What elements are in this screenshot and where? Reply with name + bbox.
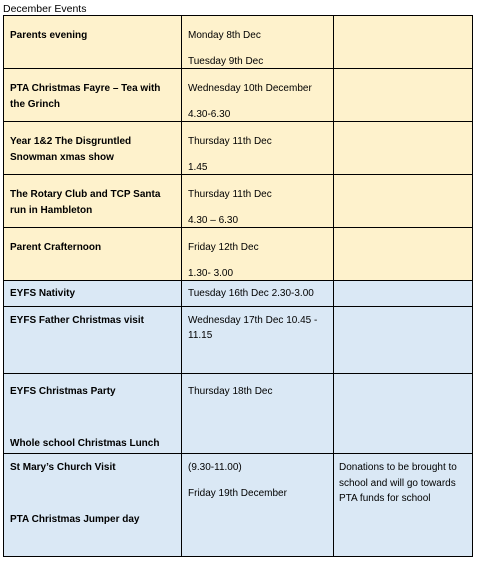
table-row	[4, 228, 473, 281]
event-date: Wednesday 17th Dec 10.45 - 11.15	[188, 315, 318, 341]
event-date: Thursday 11th Dec	[188, 189, 272, 200]
date-cell	[182, 228, 334, 281]
event-cell	[4, 228, 182, 281]
notes-cell	[334, 16, 473, 69]
event-date: Friday 19th December	[188, 488, 287, 499]
event-name: EYFS Nativity	[10, 288, 76, 299]
event-name-secondary: PTA Christmas Jumper day	[10, 514, 140, 525]
table-row	[4, 69, 473, 122]
event-name: PTA Christmas Fayre – Tea with the Grinch	[10, 83, 161, 110]
event-name: Parent Crafternoon	[10, 242, 102, 253]
notes-cell	[334, 69, 473, 122]
event-name: EYFS Father Christmas visit	[10, 315, 144, 326]
notes-cell	[334, 122, 473, 175]
date-cell	[182, 122, 334, 175]
event-cell	[4, 175, 182, 228]
event-date: Friday 12th Dec	[188, 242, 259, 253]
date-cell	[182, 374, 334, 454]
event-time: 4.30 – 6.30	[188, 215, 239, 226]
event-notes: Donations to be brought to school and will go towards PTA funds for school	[339, 462, 457, 504]
event-time: (9.30-11.00)	[188, 462, 242, 473]
table-row	[4, 307, 473, 374]
notes-cell	[334, 281, 473, 307]
event-time: 4.30-6.30	[188, 109, 231, 120]
event-cell	[4, 454, 182, 557]
table-row	[4, 175, 473, 228]
event-cell	[4, 374, 182, 454]
event-name: EYFS Christmas Party	[10, 386, 116, 397]
event-time: 1.45	[188, 162, 208, 173]
table-row	[4, 281, 473, 307]
notes-cell	[334, 454, 473, 557]
event-name: Year 1&2 The Disgruntled Snowman xmas show	[10, 136, 132, 163]
event-name-secondary: Whole school Christmas Lunch	[10, 438, 160, 449]
page-title: December Events	[3, 3, 87, 15]
event-name: Parents evening	[10, 30, 88, 41]
date-cell	[182, 69, 334, 122]
events-table	[3, 15, 473, 557]
notes-cell	[334, 228, 473, 281]
table-row	[4, 122, 473, 175]
event-cell	[4, 122, 182, 175]
event-cell	[4, 281, 182, 307]
date-cell	[182, 175, 334, 228]
notes-cell	[334, 374, 473, 454]
event-time: 1.30- 3.00	[188, 268, 234, 279]
event-date: Monday 8th Dec	[188, 30, 261, 41]
event-cell	[4, 307, 182, 374]
date-cell	[182, 454, 334, 557]
notes-cell	[334, 175, 473, 228]
event-cell	[4, 16, 182, 69]
event-date: Thursday 18th Dec	[188, 386, 273, 397]
event-cell	[4, 69, 182, 122]
date-cell	[182, 281, 334, 307]
table-row	[4, 374, 473, 454]
date-cell	[182, 16, 334, 69]
event-date: Thursday 11th Dec	[188, 136, 272, 147]
event-date: Tuesday 16th Dec 2.30-3.00	[188, 288, 314, 299]
event-name: The Rotary Club and TCP Santa run in Hambleton	[10, 189, 161, 216]
notes-cell	[334, 307, 473, 374]
event-date-secondary: Tuesday 9th Dec	[188, 56, 264, 67]
table-row	[4, 16, 473, 69]
date-cell	[182, 307, 334, 374]
table-row	[4, 454, 473, 557]
event-name: St Mary’s Church Visit	[10, 462, 116, 473]
event-date: Wednesday 10th December	[188, 83, 312, 94]
